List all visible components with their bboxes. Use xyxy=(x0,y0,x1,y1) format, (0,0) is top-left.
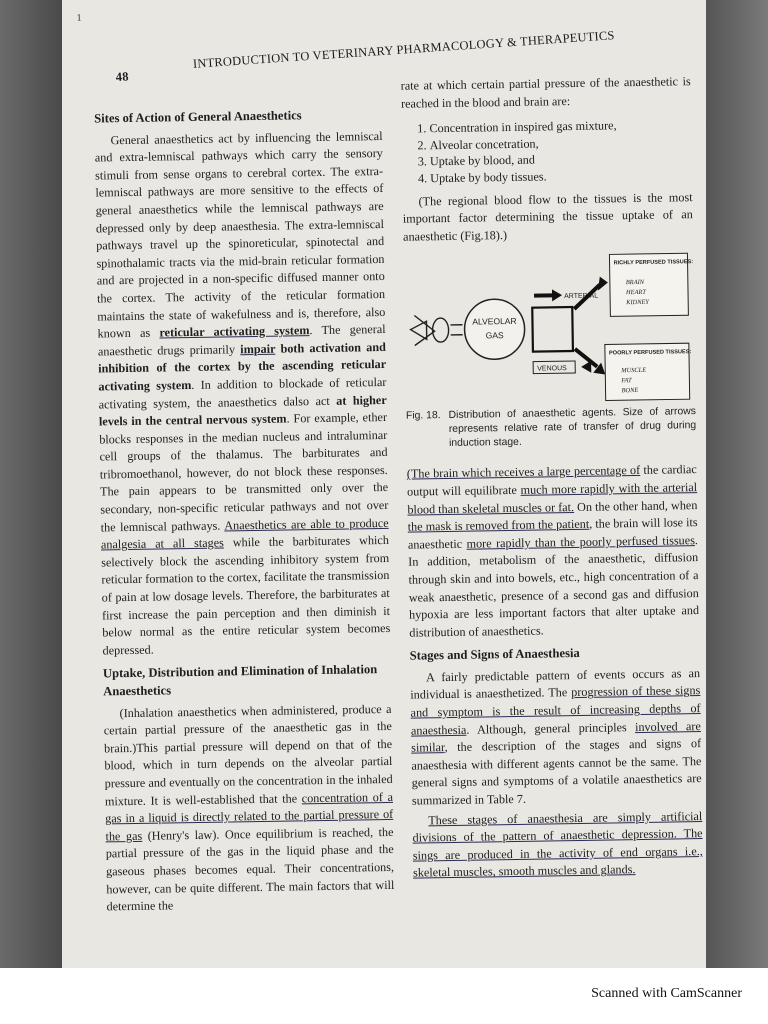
list-item: 2. Alveolar concetration, xyxy=(430,133,692,154)
section-heading-sites: Sites of Action of General Anaesthetics xyxy=(94,108,302,126)
list-item: 1. Concentration in inspired gas mixture, xyxy=(429,116,691,137)
factors-list xyxy=(401,116,692,187)
distribution-diagram xyxy=(403,251,695,406)
section-heading-uptake: Uptake, Distribution and Elimination of Inhalation Anaesthetics xyxy=(102,662,378,699)
page-number: 48 xyxy=(115,69,130,85)
rich-item-kidney: KIDNEY xyxy=(626,299,649,307)
venous-arrow xyxy=(533,361,591,374)
poor-item-fat: FAT xyxy=(621,377,632,385)
poorly-perfused-title: POORLY PERFUSED TISSUES: xyxy=(608,349,692,357)
bold-higher-levels: at higher levels in the central nervous system xyxy=(98,392,387,429)
poor-item-muscle: MUSCLE xyxy=(621,367,647,375)
running-title: INTRODUCTION TO VETERINARY PHARMACOLOGY & THERAPEUTICS xyxy=(192,28,616,71)
richly-perfused-title: RICHLY PERFUSED TISSUES: xyxy=(613,259,694,267)
arrow-head-rich xyxy=(598,277,608,291)
alveolar-label: ALVEOLAR xyxy=(472,316,517,327)
paragraph-sites: General anaesthetics act by influencing the lemniscal and extra-lemniscal pathways which carry the sensory stimuli from sense organs to cerebral cortex. The extra-lemniscal pathways are more sensitive to the effects of general anaesthetics while the lemniscal pathways are depressed only by deep anaesthesia. The extra-lemniscal pathways travel up the spinoreticular, spinotectal and spinothalamic tracts via the mid-brain reticular formation and are projected in a non-specific diffused manner onto the cortex. The activity of the reticular formation maintains the state of wakefulness and is, therefore, also known as reticular activating system. The general anaesthetic drugs primarily impair both activation and inhibition of the cortex by the ascending reticular activating system. In addition to blockade of reticular activating system, the anaesthetics dalso act at higher levels in the central nervous system. For example, ether blocks responses in the median nucleus and intraluminar cell groups of the thalamus. The barbiturates and tribromoethanol, however, do not block these responses. The pain appears to be transmitted only over the secondary, non-specific reticular pathways and not over the lemniscal pathways. Anaesthetics are able to produce analgesia at all stages while the barbiturates which selectively block the ascending inhibitory system from reticular formation to the cortex, facilitate the transmission of pain at low dosage levels. Therefore, the barbiturates at first increase the pain perception and then diminish it below normal as the entire reticular system becomes depressed. xyxy=(94,128,391,658)
paragraph-blood-flow: (The regional blood flow to the tissues is the most important factor determining the tissue uptake of an anaesthetic (Fig.18).) xyxy=(402,189,693,244)
paragraph-stages: A fairly predictable pattern of events occurs as an individual is anaesthetized. The progression of these signs and symptom is the result of increasing depths of anaesthesia. Although, general principles involved are similar, the description of the stages and signs of anaesthesia with different agents cannot be the same. The general signs and symptoms of a volatile anaesthetics are summarized in Table 7. xyxy=(410,665,702,808)
list-item: 4. Uptake by body tissues. xyxy=(430,166,692,187)
venous-label: VENOUS xyxy=(537,365,567,373)
arterial-label: ARTERIAL xyxy=(564,292,599,301)
corner-mark: 1 xyxy=(76,12,82,24)
figure-18-diagram xyxy=(403,251,695,406)
scan-left-edge xyxy=(0,0,62,968)
blood-box xyxy=(532,307,573,352)
list-item: 3. Uptake by blood, and xyxy=(430,149,692,170)
book-page xyxy=(62,0,706,968)
scanner-watermark: Scanned with CamScanner xyxy=(591,986,742,1001)
left-column xyxy=(94,100,395,918)
anaesthetic-mask-icon xyxy=(410,315,462,346)
figure-caption-text: Distribution of anaesthetic agents. Size of arrows represents relative rate of transfer of drug during induction stage. xyxy=(448,406,697,450)
page-content xyxy=(62,0,706,968)
paragraph-uptake: (Inhalation anaesthetics when administered, produce a certain partial pressure of the anaesthetic gas in the brain.)This partial pressure will depend on that of the blood, which in turn depends on the alveolar partial pressure and eventually on the concentration in the inhaled mixture. It is well-established that the concentration of a gas in a liquid is directly related to the partial pressure of the gas (Henry's law). Once equilibrium is reached, the partial pressure of the gas in the liquid phase and the gaseous phases becomes equal. Their concentrations, however, can be quite different. The main factors that will determine the xyxy=(103,701,395,914)
underlined-analgesia: Anaesthetics are able to produce analgesia at all stages xyxy=(100,515,389,552)
scan-right-edge xyxy=(706,0,768,968)
right-column xyxy=(401,73,704,884)
paragraph-rate-intro: rate at which certain partial pressure of the anaesthetic is reached in the blood and brain are: xyxy=(400,74,691,111)
paragraph-artificial-divisions: These stages of anaesthesia are simply artificial divisions of the pattern of anaesthetic depression. The sings are produced in the activity of end organs i.e., skeletal muscles, smooth muscles and glands. xyxy=(412,808,703,880)
figure-number: Fig. 18. xyxy=(405,410,441,422)
underlined-reticular-activating-system: reticular activating system xyxy=(159,323,310,340)
underlined-impair: impair xyxy=(240,341,276,356)
rich-item-heart: HEART xyxy=(625,289,646,297)
poor-item-bone: BONE xyxy=(621,387,639,395)
gas-label: GAS xyxy=(485,330,504,341)
section-heading-stages: Stages and Signs of Anaesthesia xyxy=(409,646,580,663)
underlined-henrys-law: concentration of a gas in a liquid is directly related to the partial pressure of the gas xyxy=(105,789,394,844)
paragraph-brain-equilibrate: (The brain which receives a large percentage of the cardiac output will equilibrate much more rapidly with the arterial blood than skeletal muscles or fat. On the other hand, when the mask is removed from the patient, the brain will lose its anaesthetic more rapidly than the poorly perfused tissues. In addition, metabolism of the anaesthetic, diffusion through skin and into bowels, etc., high concentration of a weak anaesthetic, presence of a second gas and diffusion hypoxia are less important factors that alter uptake and distribution of anaesthetics. xyxy=(406,462,700,640)
rich-item-brain: BRAIN xyxy=(625,279,645,287)
figure-caption xyxy=(406,405,697,452)
